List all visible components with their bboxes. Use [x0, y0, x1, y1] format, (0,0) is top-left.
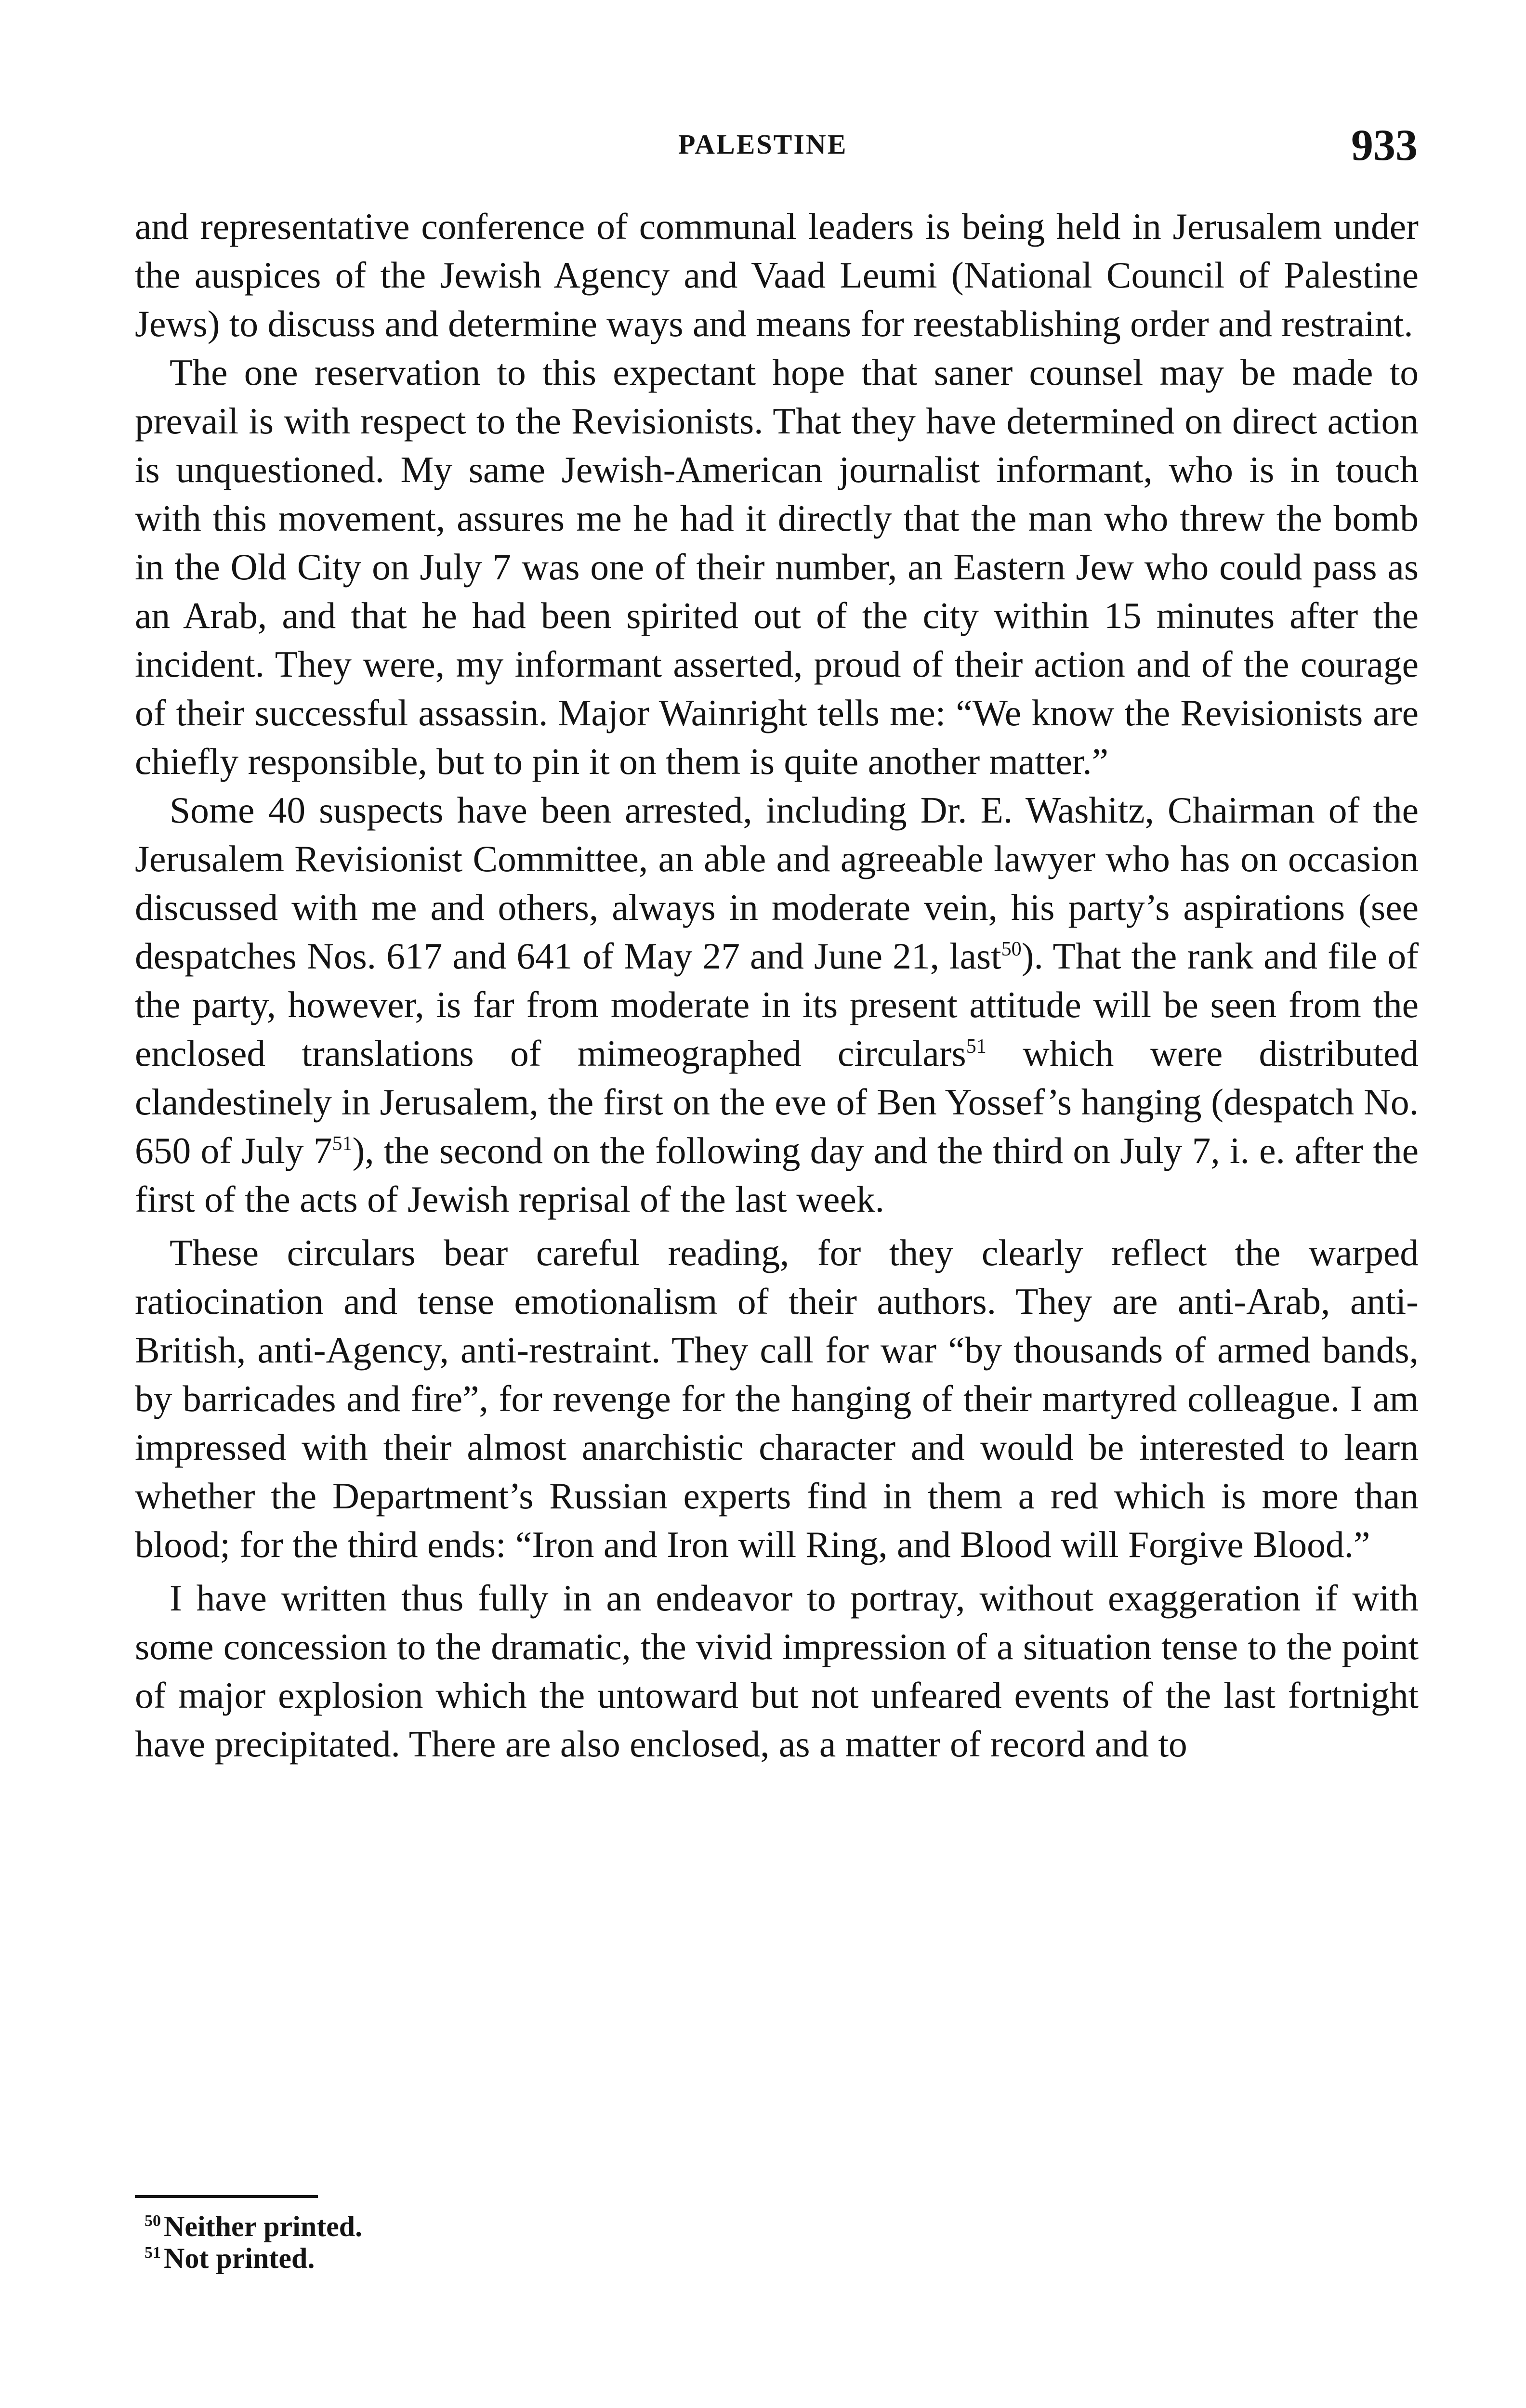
paragraph-5: I have written thus fully in an endeavor to portray, without exaggeration if with some concession to the dramatic, the vivid impression of a situation tense to the point of major explosion which the untoward but not unfeared events of the last fortnight have precipitated. There are also enclosed, as a matter of record and to: [135, 1577, 1419, 1765]
running-head: [0, 119, 1526, 170]
footnote-marker: 51: [145, 2244, 161, 2262]
footnote-marker: 50: [145, 2212, 161, 2230]
footnote-ref-51: 51: [966, 1035, 987, 1058]
paragraph-3-text-c: which were distributed clandestinely in Jerusalem, the first on the eve of Ben Yossef’s hanging (despatch No. 650 of July 7: [135, 1033, 1419, 1171]
footnote-ref-50: 50: [1001, 938, 1022, 961]
body-text: [135, 202, 1419, 1768]
paragraph-4: These circulars bear careful reading, for they clearly reflect the warped ratiocination and tense emotionalism of their authors. They are anti-Arab, anti-British, anti-Agency, anti-restraint. They call for war “by thousands of armed bands, by barricades and fire”, for revenge for the hanging of their martyred colleague. I am impressed with their almost anarchistic character and would be interested to learn whether the Department’s Russian experts find in them a red which is more than blood; for the third ends: “Iron and Iron will Ring, and Blood will Forgive Blood.”: [135, 1232, 1419, 1565]
paragraph-3-text-a: Some 40 suspects have been arrested, including Dr. E. Washitz, Chairman of the Jerusalem Revisionist Committee, an able and agreeable lawyer who has on occasion discussed with me and others, always in moderate vein, his party’s aspirations (see despatches Nos. 617 and 641 of May 27 and June 21, last: [135, 789, 1419, 977]
paragraph-3-text-d: ), the second on the following day and the third on July 7, i. e. after the first of the acts of Jewish reprisal of the last week.: [135, 1130, 1419, 1220]
page-number: 933: [1351, 120, 1418, 170]
footnote-text: Neither printed.: [164, 2211, 363, 2242]
paragraph-3-text-b: ). That the rank and file of the party, however, is far from moderate in its present attitude will be seen from the enclosed translations of mimeographed circulars: [135, 935, 1419, 1074]
paragraph-3: [135, 786, 1419, 1224]
footnotes: [145, 2211, 915, 2274]
paragraph-1: and representative conference of communal leaders is being held in Jerusalem under the auspices of the Jewish Agency and Vaad Leumi (National Council of Palestine Jews) to discuss and determine ways and means for reestablishing order and restraint.: [135, 206, 1419, 344]
footnote-51: [145, 2242, 915, 2274]
footnote-ref-51-second: 51: [332, 1133, 353, 1155]
running-title: PALESTINE: [678, 129, 848, 160]
paragraph-2: The one reservation to this expectant hope that saner counsel may be made to prevail is with respect to the Revisionists. That they have determined on direct action is unquestioned. My same Jewish-American journalist informant, who is in touch with this movement, assures me he had it directly that the man who threw the bomb in the Old City on July 7 was one of their number, an Eastern Jew who could pass as an Arab, and that he had been spirited out of the city within 15 minutes after the incident. They were, my informant asserted, proud of their action and of the courage of their successful assassin. Major Wainright tells me: “We know the Revisionists are chiefly responsible, but to pin it on them is quite another matter.”: [135, 352, 1419, 782]
footnote-text: Not printed.: [164, 2242, 315, 2274]
footnote-divider: [135, 2195, 318, 2198]
footnote-50: [145, 2211, 915, 2242]
